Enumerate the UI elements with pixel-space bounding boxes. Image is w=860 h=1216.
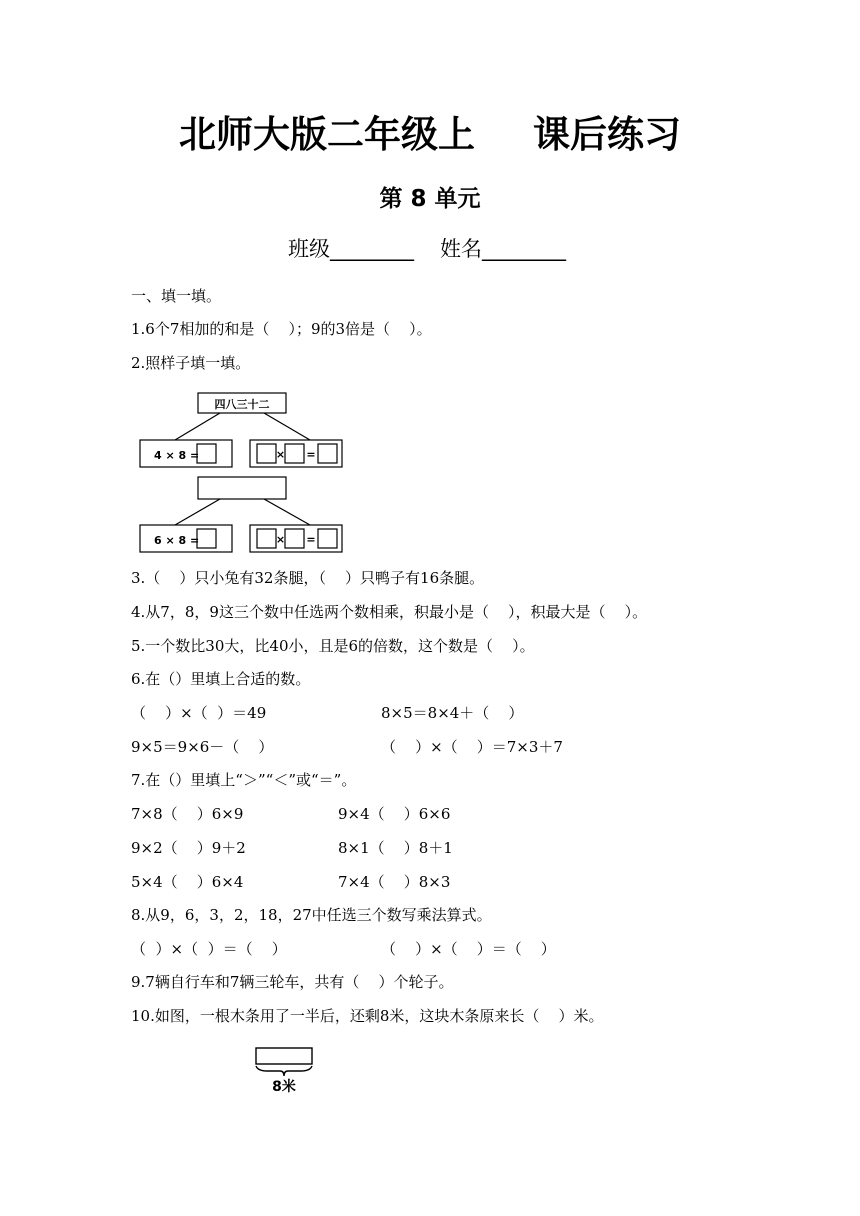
- answer-box[interactable]: [257, 529, 276, 548]
- question-7: 7.在（）里填上“＞”“＜”或“＝”。: [131, 771, 357, 789]
- question-8: 8.从9，6，3，2，18，27中任选三个数写乘法算式。: [131, 906, 492, 924]
- question-4: 4.从7，8，9这三个数中任选两个数相乘，积最小是（ ），积最大是（ ）。: [131, 603, 648, 621]
- q6-item-c: 9×5＝9×6－（ ）: [131, 738, 274, 756]
- length-label: 8米: [272, 1079, 296, 1095]
- q7-item-f: 7×4（ ）8×3: [338, 873, 451, 891]
- branch-line-right: [264, 499, 310, 525]
- q6-item-b: 8×5＝8×4＋（ ）: [381, 704, 524, 722]
- unit-heading: 第 8 单元: [379, 186, 481, 212]
- section-heading: 一、填一填。: [131, 287, 222, 305]
- row2-left-text: 6 × 8 =: [154, 534, 200, 547]
- question-3: 3.（ ）只小兔有32条腿，（ ）只鸭子有16条腿。: [131, 569, 485, 587]
- equals-sign: =: [306, 448, 316, 461]
- q8-item-a: （ ）×（ ）＝（ ）: [131, 940, 287, 958]
- blank-box[interactable]: [198, 477, 286, 499]
- answer-box[interactable]: [318, 444, 337, 463]
- question-5: 5.一个数比30大，比40小，且是6的倍数，这个数是（ ）。: [131, 637, 535, 655]
- branch-line-right: [264, 413, 310, 440]
- q6-item-a: （ ）×（ ）＝49: [131, 704, 267, 722]
- q7-item-e: 5×4（ ）6×4: [131, 873, 244, 891]
- title-right: 课后练习: [533, 113, 681, 156]
- q2-figure: [130, 385, 360, 560]
- answer-box[interactable]: [257, 444, 276, 463]
- answer-box[interactable]: [197, 444, 216, 463]
- page-title: [0, 104, 860, 158]
- answer-box[interactable]: [285, 444, 304, 463]
- question-2: 2.照样子填一填。: [131, 354, 251, 372]
- top-box-text: 四八三十二: [214, 398, 270, 411]
- question-6: 6.在（）里填上合适的数。: [131, 670, 311, 688]
- q6-item-d: （ ）×（ ）＝7×3＋7: [381, 738, 563, 756]
- title-left: 北师大版二年级上: [179, 113, 475, 156]
- branch-line-left: [175, 499, 220, 525]
- q8-item-b: （ ）×（ ）＝（ ）: [381, 940, 556, 958]
- branch-line-left: [175, 413, 220, 440]
- equals-sign: =: [306, 533, 316, 546]
- answer-box[interactable]: [197, 529, 216, 548]
- brace-icon: [256, 1066, 312, 1076]
- question-10: 10.如图，一根木条用了一半后，还剩8米，这块木条原来长（ ）米。: [131, 1007, 604, 1025]
- q10-figure: [250, 1042, 320, 1098]
- answer-box[interactable]: [285, 529, 304, 548]
- times-sign: ×: [275, 448, 286, 461]
- row1-left-text: 4 × 8 =: [154, 449, 200, 462]
- q7-item-c: 9×2（ ）9＋2: [131, 839, 246, 857]
- wood-bar: [256, 1048, 312, 1064]
- class-field[interactable]: 班级________: [288, 237, 414, 261]
- question-9: 9.7辆自行车和7辆三轮车，共有（ ）个轮子。: [131, 973, 454, 991]
- answer-box[interactable]: [318, 529, 337, 548]
- q7-item-d: 8×1（ ）8＋1: [338, 839, 453, 857]
- q7-item-a: 7×8（ ）6×9: [131, 805, 244, 823]
- times-sign: ×: [275, 533, 286, 546]
- name-field[interactable]: 姓名________: [440, 237, 566, 261]
- question-1: 1.6个7相加的和是（ ）；9的3倍是（ ）。: [131, 320, 432, 338]
- q7-item-b: 9×4（ ）6×6: [338, 805, 451, 823]
